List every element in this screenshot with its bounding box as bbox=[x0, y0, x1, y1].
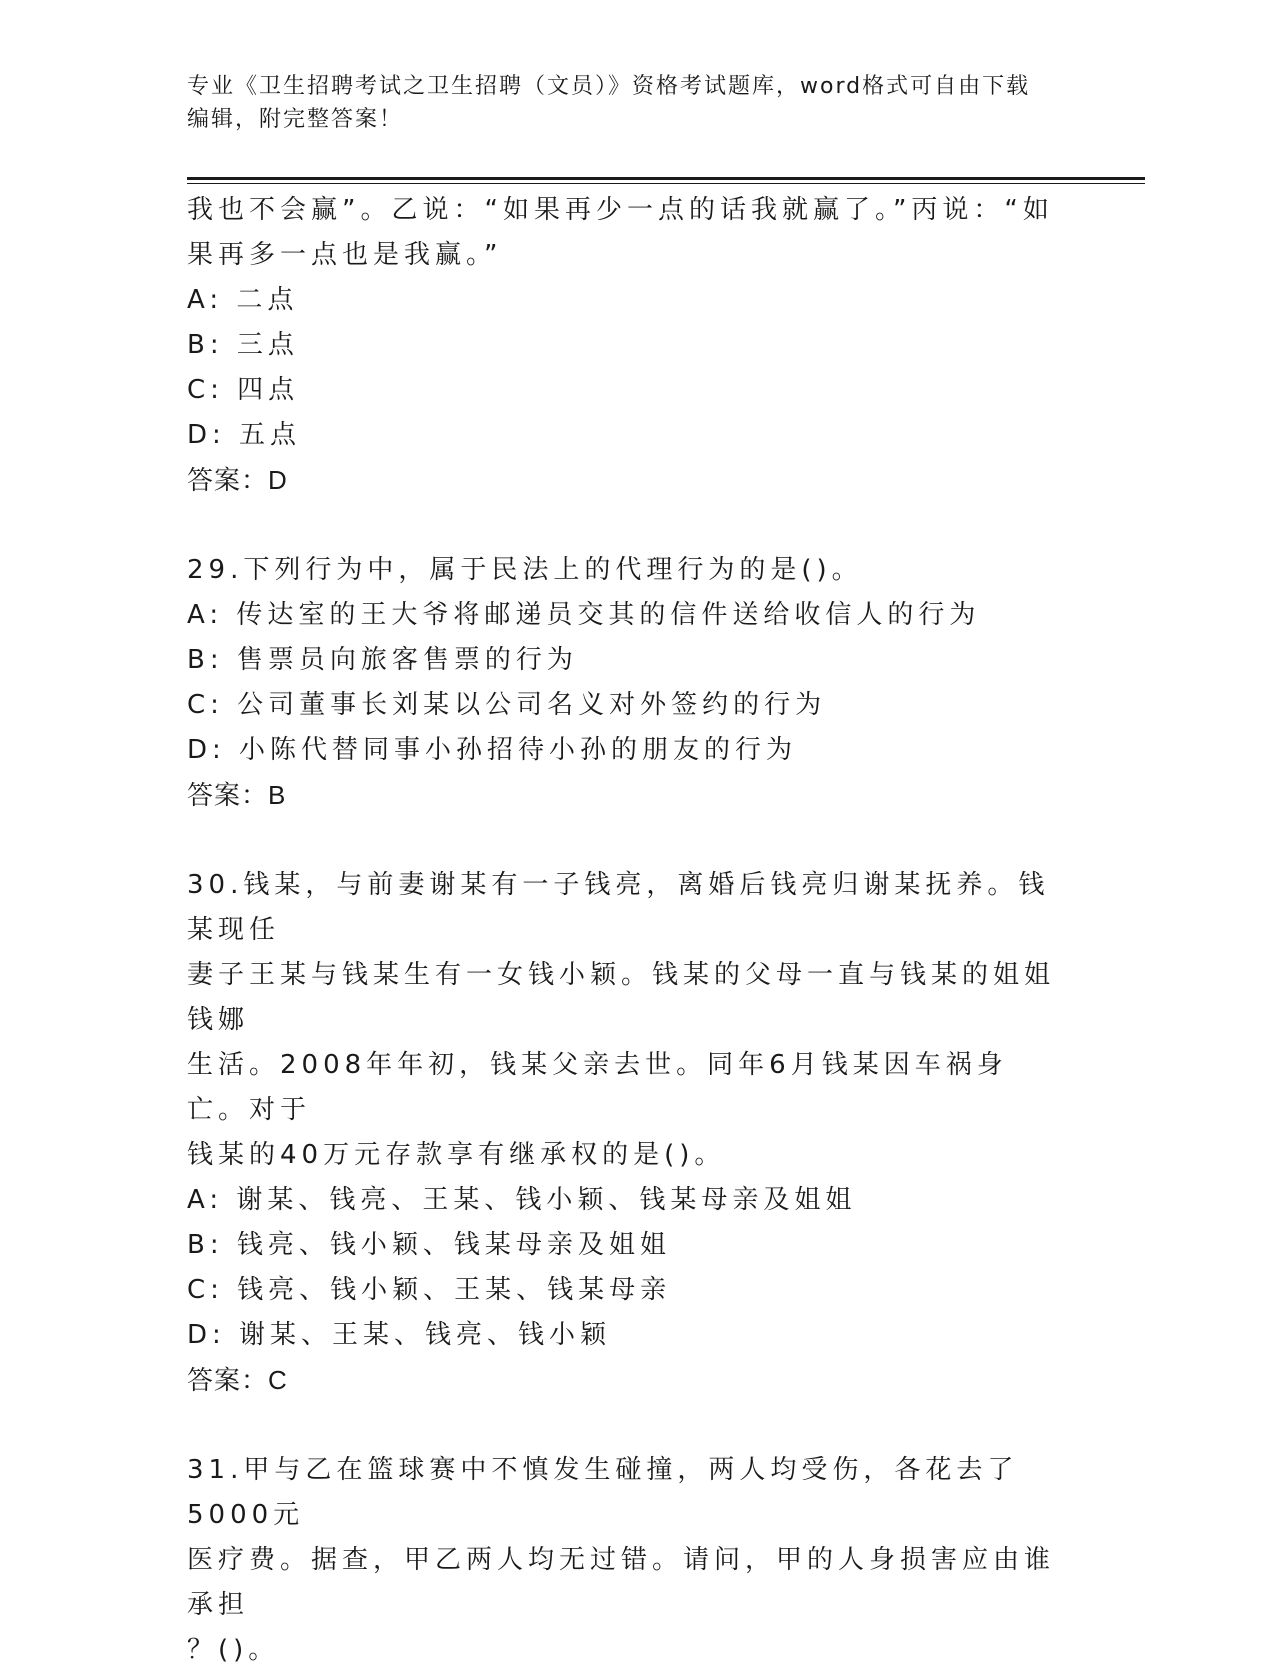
answer-line: 答案：C bbox=[187, 1365, 288, 1395]
option-a: A: 谢某、钱亮、王某、钱小颖、钱某母亲及姐姐 bbox=[187, 1185, 857, 1215]
option-d: D: 五点 bbox=[187, 420, 302, 450]
spacer bbox=[187, 503, 1067, 548]
question-31 bbox=[187, 1448, 1067, 1673]
question-text-line: 钱某的40万元存款享有继承权的是()。 bbox=[187, 1140, 726, 1170]
option-a: A: 传达室的王大爷将邮递员交其的信件送给收信人的行为 bbox=[187, 600, 981, 630]
question-text-line: 妻子王某与钱某生有一女钱小颖。钱某的父母一直与钱某的姐姐钱娜 bbox=[187, 960, 1056, 1035]
question-30 bbox=[187, 863, 1067, 1403]
answer-line: 答案：D bbox=[187, 465, 288, 495]
question-text-line: 30.钱某，与前妻谢某有一子钱亮，离婚后钱亮归谢某抚养。钱某现任 bbox=[187, 870, 1050, 945]
question-text-line: 我也不会赢”。乙说：“如果再少一点的话我就赢了。”丙说：“如 bbox=[187, 195, 1054, 225]
question-text-line: 果再多一点也是我赢。” bbox=[187, 240, 503, 270]
header-divider-thick bbox=[187, 177, 1145, 180]
option-d: D: 小陈代替同事小孙招待小孙的朋友的行为 bbox=[187, 735, 798, 765]
question-29 bbox=[187, 548, 1067, 818]
option-a: A: 二点 bbox=[187, 285, 299, 315]
option-c: C: 四点 bbox=[187, 375, 300, 405]
option-d: D: 谢某、王某、钱亮、钱小颖 bbox=[187, 1320, 612, 1350]
question-text-line: 31.甲与乙在篮球赛中不慎发生碰撞，两人均受伤，各花去了5000元 bbox=[187, 1455, 1019, 1530]
header-divider-thin bbox=[187, 183, 1145, 184]
question-text-line: 生活。2008年年初，钱某父亲去世。同年6月钱某因车祸身亡。对于 bbox=[187, 1050, 1008, 1125]
option-b: B: 钱亮、钱小颖、钱某母亲及姐姐 bbox=[187, 1230, 671, 1260]
option-c: C: 钱亮、钱小颖、王某、钱某母亲 bbox=[187, 1275, 672, 1305]
option-c: C: 公司董事长刘某以公司名义对外签约的行为 bbox=[187, 690, 827, 720]
spacer bbox=[187, 1403, 1067, 1448]
question-28-continued bbox=[187, 188, 1067, 503]
question-text-line: ？()。 bbox=[187, 1635, 280, 1665]
header-line-2: 编辑，附完整答案！ bbox=[187, 107, 404, 132]
document-body bbox=[187, 188, 1067, 1673]
answer-line: 答案：B bbox=[187, 780, 287, 810]
question-text-line: 29.下列行为中，属于民法上的代理行为的是()。 bbox=[187, 555, 863, 585]
spacer bbox=[187, 818, 1067, 863]
page-header bbox=[187, 70, 1067, 136]
header-line-1: 专业《卫生招聘考试之卫生招聘（文员）》资格考试题库，word格式可自由下载 bbox=[187, 74, 1031, 99]
question-text-line: 医疗费。据查，甲乙两人均无过错。请问，甲的人身损害应由谁承担 bbox=[187, 1545, 1056, 1620]
option-b: B: 售票员向旅客售票的行为 bbox=[187, 645, 578, 675]
option-b: B: 三点 bbox=[187, 330, 299, 360]
